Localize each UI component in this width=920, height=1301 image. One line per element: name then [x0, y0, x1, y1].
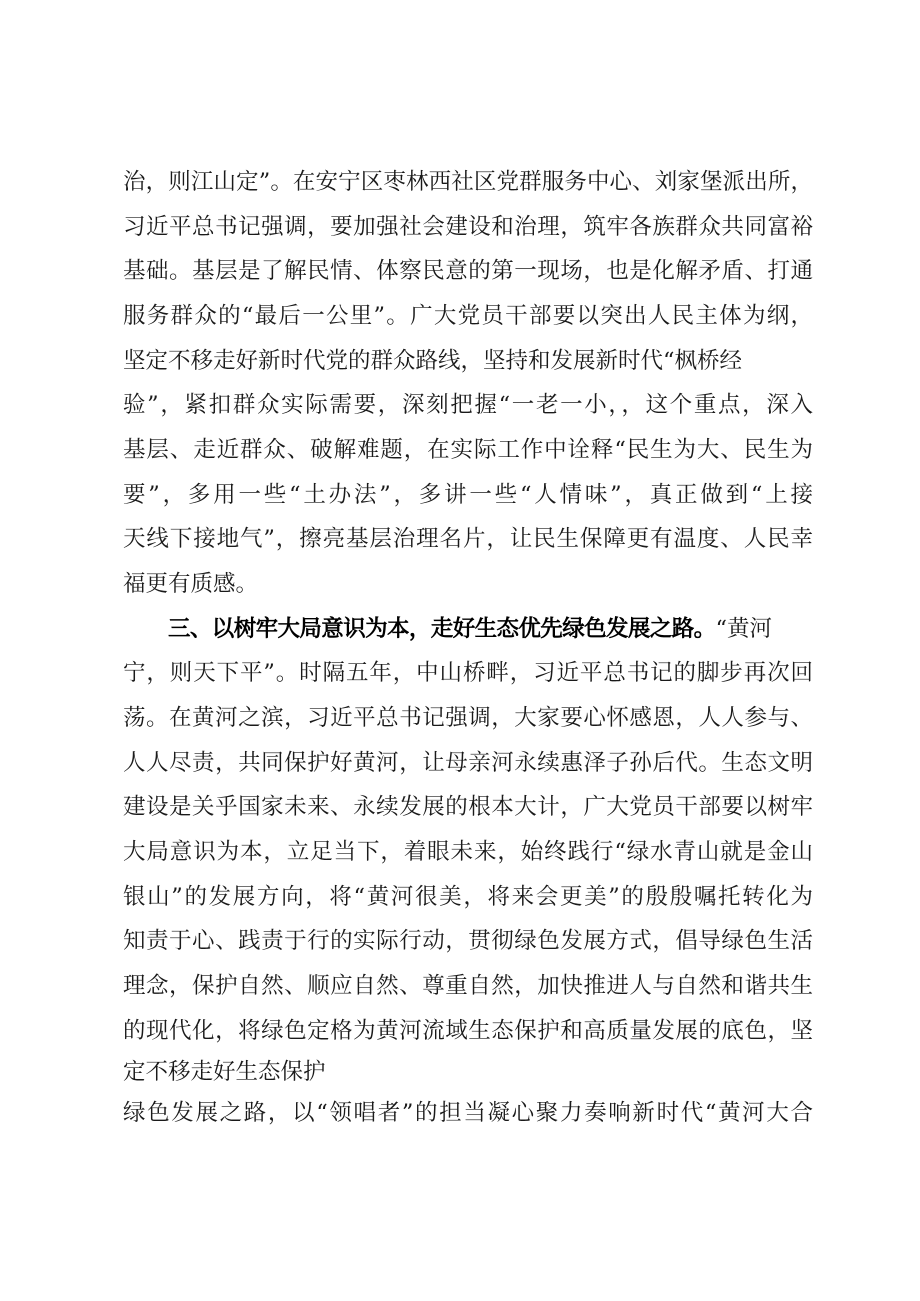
- body-text-line: 服务群众的“最后一公里”。广大党员干部要以突出人民主体为纲，: [123, 303, 813, 329]
- body-text-line: 习近平总书记强调，要加强社会建设和治理，筑牢各族群众共同富裕: [123, 214, 813, 240]
- body-text-line: 银山”的发展方向，将“黄河很美，将来会更美”的殷殷嘱托转化为: [123, 884, 813, 910]
- body-text-line: 验”，紧扣群众实际需要，深刻把握“一老一小，，这个重点，深入: [123, 392, 813, 418]
- body-text-line: 宁，则天下平”。时隔五年，中山桥畔，习近平总书记的脚步再次回: [123, 660, 813, 686]
- body-text-line: 的现代化，将绿色定格为黄河流域生态保护和高质量发展的底色，坚: [123, 1018, 813, 1044]
- heading-line-tail-text: “黄河: [715, 616, 773, 642]
- body-text-line: 治，则江山定”。在安宁区枣林西社区党群服务中心、刘家堡派出所，: [123, 169, 813, 195]
- body-text-line: 知责于心、践责于行的实际行动，贯彻绿色发展方式，倡导绿色生活: [123, 928, 813, 954]
- body-text-line: 基层、走近群众、破解难题，在实际工作中诠释“民生为大、民生为: [123, 437, 813, 463]
- body-text-line: 基础。基层是了解民情、体察民意的第一现场，也是化解矛盾、打通: [123, 258, 813, 284]
- body-text-line: 理念，保护自然、顺应自然、尊重自然，加快推进人与自然和谐共生: [123, 973, 813, 999]
- body-text-line: 坚定不移走好新时代党的群众路线，坚持和发展新时代“枫桥经: [123, 348, 743, 374]
- section-heading: 三、以树牢大局意识为本，走好生态优先绿色发展之路。: [168, 616, 716, 642]
- body-text-line: 大局意识为本，立足当下，着眼未来，始终践行“绿水青山就是金山: [123, 839, 813, 865]
- section-heading-line: [168, 609, 813, 649]
- body-text-line: 福更有质感。: [123, 571, 259, 597]
- body-text-line: 荡。在黄河之滨，习近平总书记强调，大家要心怀感恩，人人参与、: [123, 705, 813, 731]
- body-text-line: 定不移走好生态保护: [123, 1059, 326, 1085]
- body-text-line: 人人尽责，共同保护好黄河，让母亲河永续惠泽子孙后代。生态文明: [123, 750, 813, 776]
- body-text-line: 天线下接地气”，擦亮基层治理名片，让民生保障更有温度、人民幸: [123, 526, 813, 552]
- body-text-line: 要”，多用一些“土办法”，多讲一些“人情味”，真正做到“上接: [123, 482, 813, 508]
- body-text-line: 绿色发展之路，以“领唱者”的担当凝心聚力奏响新时代“黄河大合: [123, 1100, 813, 1126]
- body-text-line: 建设是关乎国家未来、永续发展的根本大计，广大党员干部要以树牢: [123, 794, 813, 820]
